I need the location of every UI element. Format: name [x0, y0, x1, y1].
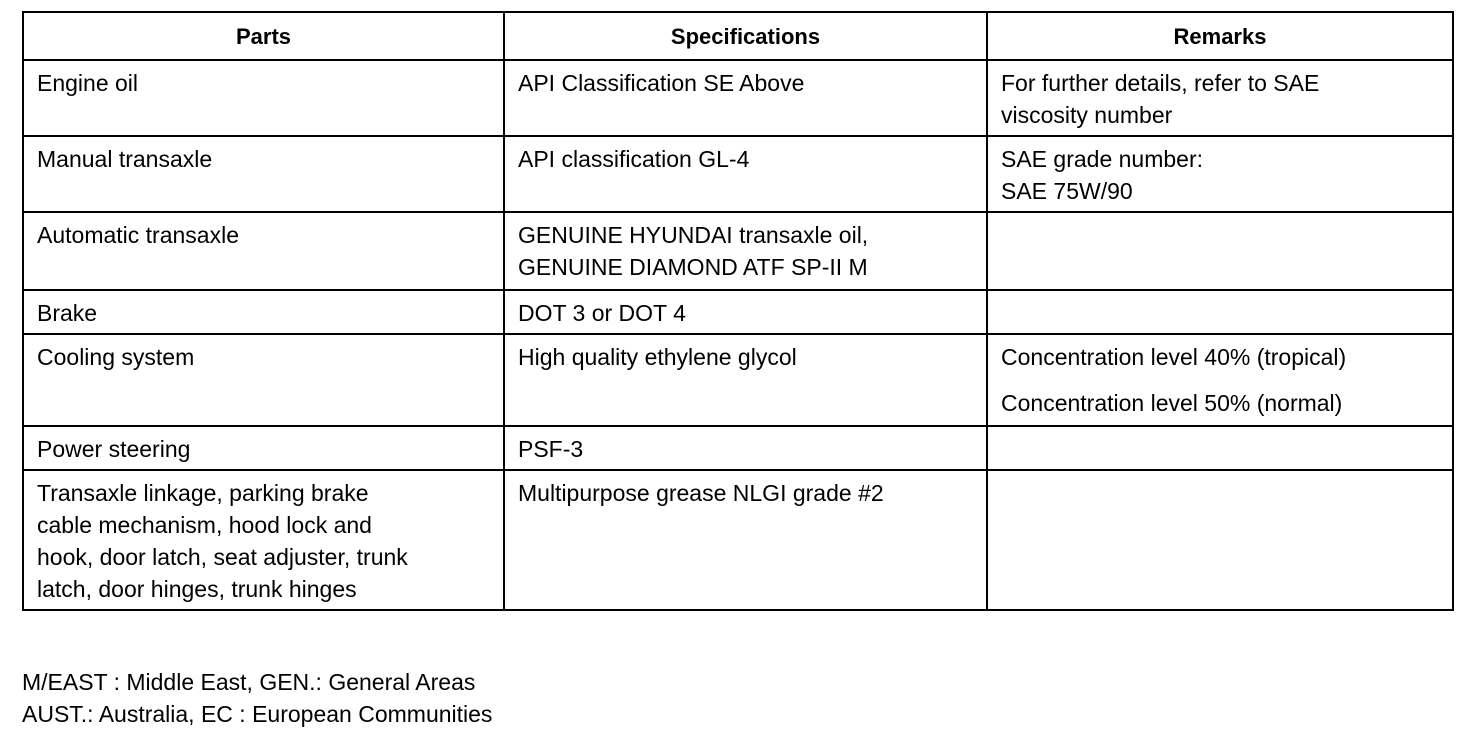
specifications-cell: [504, 60, 987, 136]
remarks-cell: [987, 212, 1453, 290]
header-parts: Parts: [23, 12, 504, 60]
parts-cell: [23, 212, 504, 290]
specifications-cell: [504, 426, 987, 470]
parts-text: hook, door latch, seat adjuster, trunk: [37, 544, 408, 570]
parts-text: Cooling system: [37, 344, 195, 370]
table-row: [23, 136, 1453, 212]
remarks-cell: [987, 334, 1453, 426]
specifications-text: GENUINE HYUNDAI transaxle oil,: [518, 222, 869, 248]
remarks-cell: [987, 426, 1453, 470]
table-row: [23, 470, 1453, 610]
specifications-cell: [504, 470, 987, 610]
parts-cell: [23, 290, 504, 334]
parts-text: latch, door hinges, trunk hinges: [37, 576, 357, 602]
remarks-text: For further details, refer to SAE: [1001, 70, 1320, 96]
specifications-text: API classification GL-4: [518, 146, 750, 172]
table-row: [23, 426, 1453, 470]
table-row: [23, 334, 1453, 426]
specifications-cell: [504, 212, 987, 290]
parts-text: Engine oil: [37, 70, 139, 96]
remarks-text: SAE 75W/90: [1001, 178, 1133, 204]
remarks-cell: [987, 290, 1453, 334]
specifications-text: PSF-3: [518, 436, 584, 462]
parts-text: Automatic transaxle: [37, 222, 239, 248]
remarks-text: SAE grade number:: [1001, 146, 1204, 172]
table-header-row: [23, 12, 1453, 60]
specifications-text: API Classification SE Above: [518, 70, 805, 96]
parts-cell: [23, 60, 504, 136]
remarks-cell: [987, 60, 1453, 136]
abbreviation-notes: [22, 666, 492, 730]
specifications-cell: [504, 136, 987, 212]
header-specifications: Specifications: [504, 12, 987, 60]
remarks-cell: [987, 470, 1453, 610]
parts-text: Brake: [37, 300, 98, 326]
remarks-text: Concentration level 40% (tropical): [1001, 344, 1347, 370]
specifications-cell: [504, 334, 987, 426]
table-row: [23, 290, 1453, 334]
parts-text: Manual transaxle: [37, 146, 213, 172]
parts-cell: [23, 136, 504, 212]
parts-text: cable mechanism, hood lock and: [37, 512, 372, 538]
parts-text: Power steering: [37, 436, 191, 462]
parts-text: Transaxle linkage, parking brake: [37, 480, 369, 506]
parts-cell: [23, 470, 504, 610]
note-line: M/EAST : Middle East, GEN.: General Areas: [22, 669, 476, 695]
specifications-text: High quality ethylene glycol: [518, 344, 797, 370]
table-row: [23, 60, 1453, 136]
parts-cell: [23, 334, 504, 426]
table-row: [23, 212, 1453, 290]
header-remarks: Remarks: [987, 12, 1453, 60]
specifications-cell: [504, 290, 987, 334]
lubricant-specifications-table: [22, 11, 1454, 611]
note-line: AUST.: Australia, EC : European Communities: [22, 701, 493, 727]
remarks-text: Concentration level 50% (normal): [1001, 390, 1343, 416]
specifications-text: GENUINE DIAMOND ATF SP-II M: [518, 254, 868, 280]
remarks-text: viscosity number: [1001, 102, 1173, 128]
specifications-text: Multipurpose grease NLGI grade #2: [518, 480, 884, 506]
remarks-cell: [987, 136, 1453, 212]
specifications-text: DOT 3 or DOT 4: [518, 300, 686, 326]
parts-cell: [23, 426, 504, 470]
